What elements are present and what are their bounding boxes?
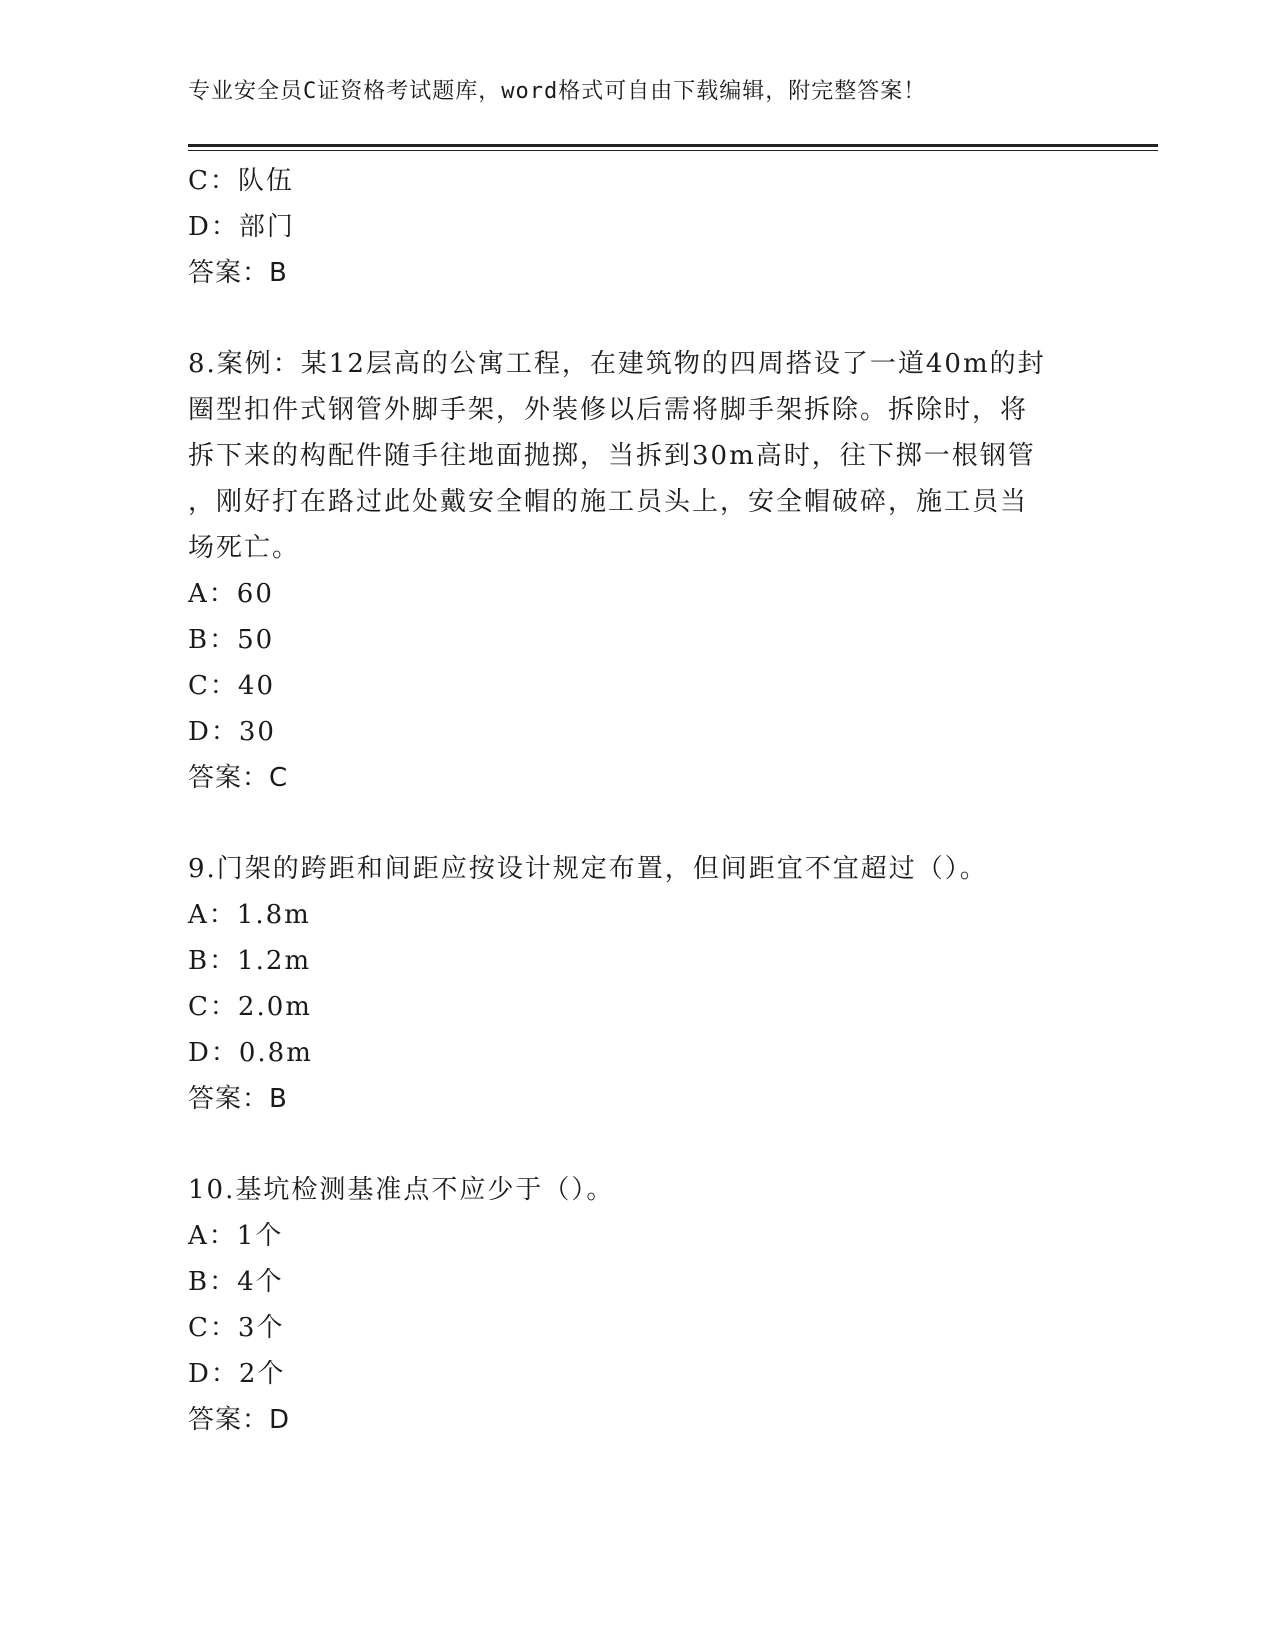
option-label: D：	[188, 1038, 239, 1068]
option-label: C：	[188, 671, 238, 701]
option-label: A：	[188, 579, 237, 609]
answer-line: 答案：C	[188, 763, 289, 793]
option-label: B：	[188, 625, 238, 655]
question-text-line: 圈型扣件式钢管外脚手架，外装修以后需将脚手架拆除。拆除时，将	[188, 395, 1029, 425]
question-block-9	[188, 846, 1088, 1122]
option-text: 2.0m	[237, 992, 312, 1022]
question-text-line: ，刚好打在路过此处戴安全帽的施工员头上，安全帽破碎，施工员当	[188, 487, 1029, 517]
question-block-10	[188, 1167, 1088, 1443]
option-label: A：	[188, 900, 237, 930]
spacer	[188, 296, 1088, 341]
option-label: B：	[188, 1267, 238, 1297]
option-c	[188, 663, 1088, 709]
option-label: B：	[188, 946, 238, 976]
option-text: 2个	[238, 1359, 286, 1389]
option-c	[188, 1305, 1088, 1351]
option-a	[188, 892, 1088, 938]
option-text: 40	[237, 671, 275, 701]
option-b	[188, 938, 1088, 984]
option-label: C：	[188, 992, 238, 1022]
option-text: 60	[236, 579, 274, 609]
question-text-line: 10.基坑检测基准点不应少于（）。	[188, 1175, 615, 1205]
option-text: 1.2m	[237, 946, 312, 976]
option-d	[188, 1030, 1088, 1076]
option-a	[188, 1213, 1088, 1259]
option-c	[188, 158, 1088, 204]
page-header: 专业安全员C证资格考试题库，word格式可自由下载编辑，附完整答案！	[188, 79, 927, 104]
option-text: 队伍	[237, 166, 294, 196]
question-text-line: 场死亡。	[188, 533, 301, 563]
option-text: 30	[238, 717, 276, 747]
option-text: 1.8m	[236, 900, 311, 930]
option-d	[188, 1351, 1088, 1397]
option-b	[188, 1259, 1088, 1305]
question-list	[188, 158, 1088, 1443]
spacer	[188, 1122, 1088, 1167]
answer-line: 答案：B	[188, 1084, 288, 1114]
header-rule-thick	[188, 144, 1158, 147]
option-text: 4个	[237, 1267, 284, 1297]
answer-line: 答案：B	[188, 258, 288, 288]
option-text: 3个	[237, 1313, 285, 1343]
question-text-line: 8.案例：某12层高的公寓工程，在建筑物的四周搭设了一道40m的封	[188, 349, 1046, 379]
option-d	[188, 709, 1088, 755]
option-b	[188, 617, 1088, 663]
option-label: C：	[188, 166, 238, 196]
option-text: 50	[237, 625, 275, 655]
option-text: 部门	[238, 212, 295, 242]
option-text: 0.8m	[238, 1038, 313, 1068]
option-c	[188, 984, 1088, 1030]
spacer	[188, 801, 1088, 846]
option-label: D：	[188, 717, 239, 747]
option-label: D：	[188, 212, 239, 242]
header-rule-thin	[188, 150, 1158, 151]
question-text-line: 9.门架的跨距和间距应按设计规定布置，但间距宜不宜超过（）。	[188, 854, 988, 884]
answer-line: 答案：D	[188, 1405, 291, 1435]
question-block-8	[188, 341, 1088, 801]
option-text: 1个	[236, 1221, 284, 1251]
option-d	[188, 204, 1088, 250]
question-text-line: 拆下来的构配件随手往地面抛掷，当拆到30m高时，往下掷一根钢管	[188, 441, 1036, 471]
option-label: A：	[188, 1221, 237, 1251]
question-block-prev	[188, 158, 1088, 296]
option-label: C：	[188, 1313, 238, 1343]
option-label: D：	[188, 1359, 239, 1389]
option-a	[188, 571, 1088, 617]
